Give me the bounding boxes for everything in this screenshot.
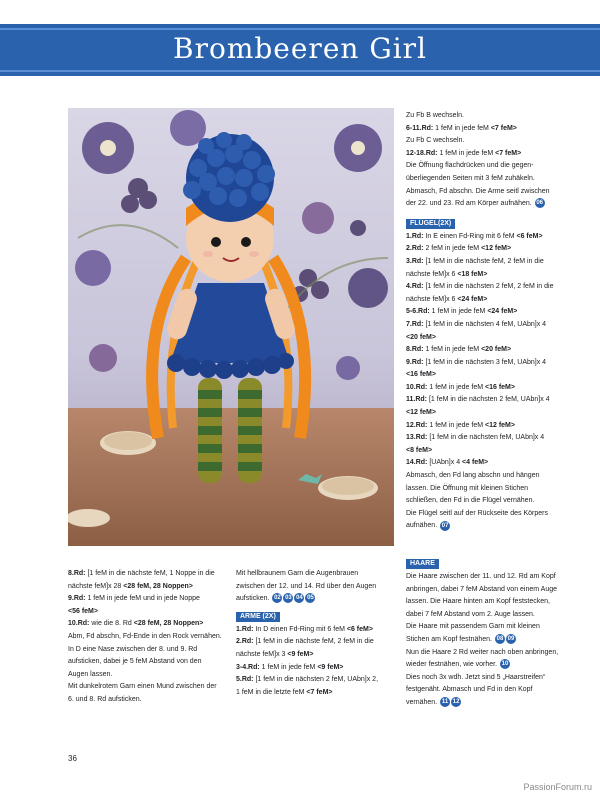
step-badge: 03 xyxy=(285,595,292,602)
page-title: Brombeeren Girl xyxy=(173,32,427,65)
step-badge: 07 xyxy=(441,522,449,529)
text-line: dabei 7 feM Abstand vom 2. Auge lassen. xyxy=(406,610,535,618)
text-line: 3.Rd: [1 feM in die nächste feM, 2 feM in die xyxy=(406,257,544,265)
step-badge: 10 xyxy=(501,661,509,668)
text-line: 6-11.Rd: 1 feM in jede feM <7 feM> xyxy=(406,124,517,132)
doll-photo xyxy=(68,108,394,546)
text-line: 2.Rd: [1 feM in die nächste feM, 2 feM in die xyxy=(236,638,374,646)
text-line: aufsticken. 02 03 04 05 xyxy=(236,595,314,603)
text-line: 11.Rd: [1 feM in die nächsten 2 feM, UAbn]x 4 xyxy=(406,396,550,404)
text-line: 12-18.Rd: 1 feM in jede feM <7 feM> xyxy=(406,149,522,157)
text-line: aufsticken, dabei je 5 feM Abstand von den xyxy=(68,658,202,666)
text-line: 12.Rd: 1 feM in jede feM <12 feM> xyxy=(406,421,515,429)
text-line: nächste feM]x 6 <24 feM> xyxy=(406,295,488,303)
step-badge: 02 xyxy=(274,595,281,602)
text-line: zwischen der 12. und 14. Rd über den Augen xyxy=(236,582,377,590)
text-line: 8.Rd: [1 feM in die nächste feM, 1 Noppe in die xyxy=(68,570,215,577)
text-line: 1.Rd: In D einen Fd-Ring mit 6 feM <6 feM> xyxy=(236,625,373,633)
text-line: 5.Rd: [1 feM in die nächsten 2 feM, UAbn]x 2, xyxy=(236,676,379,684)
text-line: Zu Fb B wechseln. xyxy=(406,112,464,119)
step-badge: 09 xyxy=(507,636,515,643)
left-column-1 xyxy=(68,568,226,707)
text-line: Die Haare mit passendem Garn mit kleinen xyxy=(406,623,540,631)
text-line: lassen. Die Öffnung mit kleinen Stichen xyxy=(406,484,529,492)
text-line: Augen lassen. xyxy=(68,670,113,678)
section-heading-arms: ARME (2X) xyxy=(236,612,280,622)
text-line: Mit dunkelrotem Garn einen Mund zwischen der xyxy=(68,683,217,691)
text-line: Die Flügel seitl auf der Rückseite des Körpers xyxy=(406,509,549,517)
text-line: <56 feM> xyxy=(68,607,98,615)
text-line: Nun die Haare 2 Rd weiter nach oben anbringen, xyxy=(406,648,559,656)
text-line: <12 feM> xyxy=(406,409,436,417)
text-line: nächste feM]x 6 <18 feM> xyxy=(406,270,488,278)
text-line: festgenäht. Abmasch und Fd in den Kopf xyxy=(406,686,533,694)
text-line: der 22. und 23. Rd am Körper aufnähen. 06 xyxy=(406,200,543,208)
text-line: 1.Rd: In E einen Fd-Ring mit 6 feM <6 feM> xyxy=(406,232,543,240)
text-line: Abmasch, Fd abschn. Die Arme seitl zwischen xyxy=(406,187,550,195)
text-line: nächste feM]x 28 <28 feM, 28 Noppen> xyxy=(68,582,193,590)
text-line: <20 feM> xyxy=(406,333,436,341)
text-line: 7.Rd: [1 feM in die nächsten 4 feM, UAbn]x 4 xyxy=(406,320,547,328)
step-badge: 12 xyxy=(452,699,460,706)
text-line: 2.Rd: 2 feM in jede feM <12 feM> xyxy=(406,245,512,253)
banner-divider-bottom xyxy=(0,70,600,72)
text-line: Dies noch 3x wdh. Jetzt sind 5 „Haarstreifen“ xyxy=(406,673,546,681)
page-number: 36 xyxy=(68,754,77,763)
step-badge: 08 xyxy=(496,636,504,643)
step-badge: 05 xyxy=(307,595,314,602)
text-line: <8 feM> xyxy=(406,446,433,454)
text-line: 10.Rd: 1 feM in jede feM <16 feM> xyxy=(406,383,515,391)
text-line: 4.Rd: [1 feM in die nächsten 2 feM, 2 feM in die xyxy=(406,283,554,291)
text-line: Die Haare zwischen der 11. und 12. Rd am Kopf xyxy=(406,573,556,580)
text-line: Stichen am Kopf festnähen. 08 09 xyxy=(406,635,515,643)
text-line: überliegenden Seiten mit 3 feM zuhäkeln. xyxy=(406,174,535,182)
text-line: 14.Rd: [UAbn]x 4 <4 feM> xyxy=(406,459,489,467)
step-badge: 04 xyxy=(296,595,303,602)
text-line: 3-4.Rd: 1 feM in jede feM <9 feM> xyxy=(236,663,344,671)
watermark: PassionForum.ru xyxy=(523,782,592,792)
text-line: 1 feM in die letzte feM <7 feM> xyxy=(236,688,333,696)
text-line: vernähen. 11 12 xyxy=(406,698,460,706)
text-line: schließen, den Fd in die Flügel vernähen. xyxy=(406,497,535,505)
section-heading-hair: HAARE xyxy=(406,559,439,569)
step-badge: 11 xyxy=(441,699,449,706)
text-line: 9.Rd: 1 feM in jede feM und in jede Noppe xyxy=(68,595,200,603)
right-column-top xyxy=(406,110,590,533)
text-line: 6. und 8. Rd aufsticken. xyxy=(68,695,142,703)
text-line: anbringen, dabei 7 feM Abstand von einem Auge xyxy=(406,585,557,593)
text-line: Zu Fb C wechseln. xyxy=(406,137,465,145)
text-line: wieder festnähen, wie vorher. 10 xyxy=(406,661,509,669)
right-column-hair xyxy=(406,557,590,710)
text-line: 13.Rd: [1 feM in die nächsten feM, UAbn]x 4 xyxy=(406,434,545,442)
text-line: Abm, Fd abschn, Fd-Ende in den Rock vernähen. xyxy=(68,632,222,640)
text-line: lassen. Die Haare hinten am Kopf feststecken, xyxy=(406,598,550,606)
text-line: Abmasch, den Fd lang abschn und hängen xyxy=(406,472,540,480)
text-line: Die Öffnung flachdrücken und die gegen- xyxy=(406,162,534,170)
left-column-2 xyxy=(236,568,394,699)
text-line: nächste feM]x 3 <9 feM> xyxy=(236,650,314,658)
text-line: 10.Rd: wie die 8. Rd <28 feM, 28 Noppen> xyxy=(68,620,204,628)
text-line: aufnähen. 07 xyxy=(406,522,449,530)
banner-divider-top xyxy=(0,28,600,30)
text-line: 9.Rd: [1 feM in die nächsten 3 feM, UAbn]x 4 xyxy=(406,358,547,366)
text-line: In D eine Nase zwischen der 8. und 9. Rd xyxy=(68,645,198,653)
step-badge: 06 xyxy=(536,200,543,207)
text-line: <16 feM> xyxy=(406,371,436,379)
text-line: 5-6.Rd: 1 feM in jede feM <24 feM> xyxy=(406,308,518,316)
section-heading-wings: FLÜGEL(2X) xyxy=(406,219,455,229)
text-line: 8.Rd: 1 feM in jede feM <20 feM> xyxy=(406,346,512,354)
text-line: Mit hellbraunem Garn die Augenbrauen xyxy=(236,570,359,577)
